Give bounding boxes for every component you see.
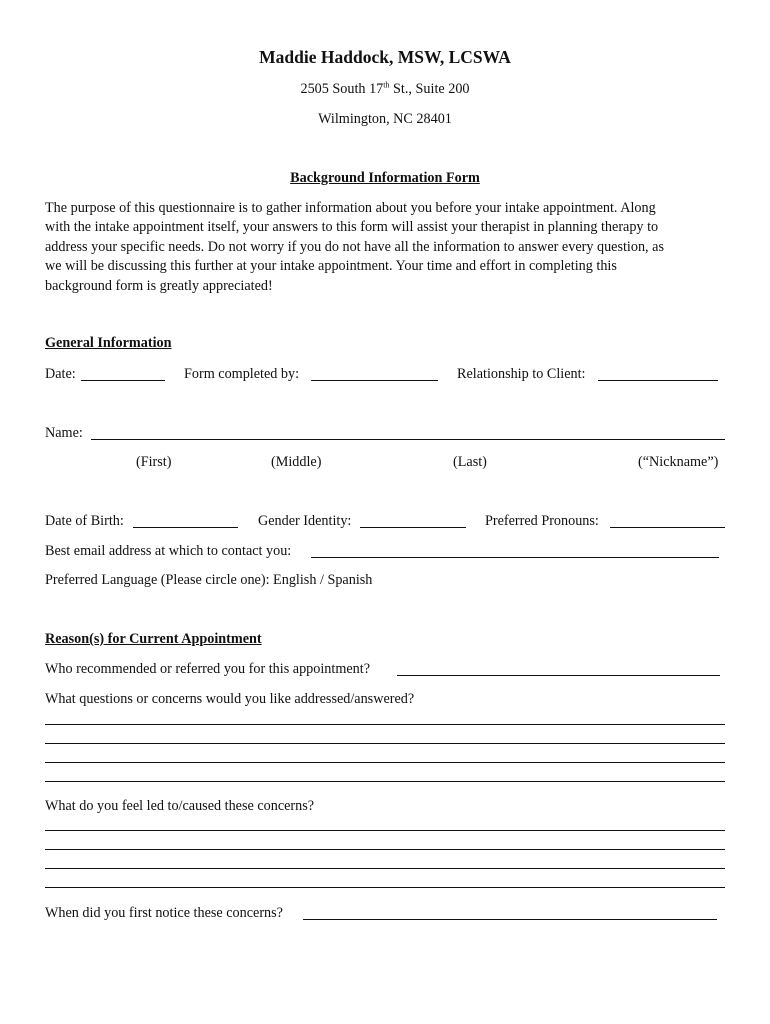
intro-line: with the intake appointment itself, your answers to this form will assist your therapist in planning therapy to	[45, 219, 659, 236]
questions-line[interactable]	[45, 781, 725, 782]
practitioner-name: Maddie Haddock, MSW, LCSWA	[259, 47, 511, 67]
gender-label: Gender Identity:	[258, 513, 352, 529]
dob-field[interactable]	[133, 527, 238, 528]
address-suite: St., Suite 200	[389, 81, 470, 97]
name-first-caption: (First)	[136, 454, 172, 470]
name-middle-caption: (Middle)	[271, 454, 322, 470]
relationship-field[interactable]	[598, 380, 718, 381]
name-label: Name:	[45, 425, 83, 441]
intro-line: we will be discussing this further at your intake appointment. Your time and effort in completing this	[45, 258, 617, 275]
completed-by-label: Form completed by:	[184, 366, 300, 382]
caused-line[interactable]	[45, 849, 725, 850]
address-ordinal: th	[383, 80, 390, 90]
intro-paragraph	[45, 199, 727, 296]
referred-label: Who recommended or referred you for this appointment?	[45, 661, 371, 677]
gender-field[interactable]	[360, 527, 466, 528]
caused-line[interactable]	[45, 868, 725, 869]
form-title: Background Information Form	[290, 170, 480, 186]
date-field[interactable]	[81, 380, 165, 381]
language-label[interactable]: Preferred Language (Please circle one): English / Spanish	[45, 572, 373, 588]
relationship-label: Relationship to Client:	[457, 366, 586, 382]
caused-line[interactable]	[45, 830, 725, 831]
intro-line: The purpose of this questionnaire is to gather information about you before your intake appointment. Along	[45, 200, 656, 216]
notice-field[interactable]	[303, 919, 717, 920]
intro-line: address your specific needs. Do not worry if you do not have all the information to answer every question, as	[45, 238, 664, 255]
intro-line: background form is greatly appreciated!	[45, 277, 273, 294]
completed-by-field[interactable]	[311, 380, 438, 381]
date-label: Date:	[45, 366, 76, 382]
referred-field[interactable]	[397, 675, 720, 676]
notice-label: When did you first notice these concerns?	[45, 905, 283, 921]
reasons-heading: Reason(s) for Current Appointment	[45, 631, 262, 647]
questions-label: What questions or concerns would you like addressed/answered?	[45, 691, 415, 707]
caused-line[interactable]	[45, 887, 725, 888]
pronouns-field[interactable]	[610, 527, 725, 528]
questions-line[interactable]	[45, 743, 725, 744]
email-label: Best email address at which to contact you:	[45, 543, 292, 559]
dob-label: Date of Birth:	[45, 513, 124, 529]
address-line	[0, 80, 770, 98]
city-line: Wilmington, NC 28401	[318, 111, 452, 127]
name-last-caption: (Last)	[453, 454, 487, 470]
pronouns-label: Preferred Pronouns:	[485, 513, 599, 529]
address-street: 2505 South 17	[300, 81, 384, 97]
questions-line[interactable]	[45, 762, 725, 763]
email-field[interactable]	[311, 557, 719, 558]
name-field[interactable]	[91, 439, 725, 440]
general-heading: General Information	[45, 335, 172, 351]
questions-line[interactable]	[45, 724, 725, 725]
caused-label: What do you feel led to/caused these concerns?	[45, 798, 315, 814]
name-nickname-caption: (“Nickname”)	[638, 454, 719, 470]
